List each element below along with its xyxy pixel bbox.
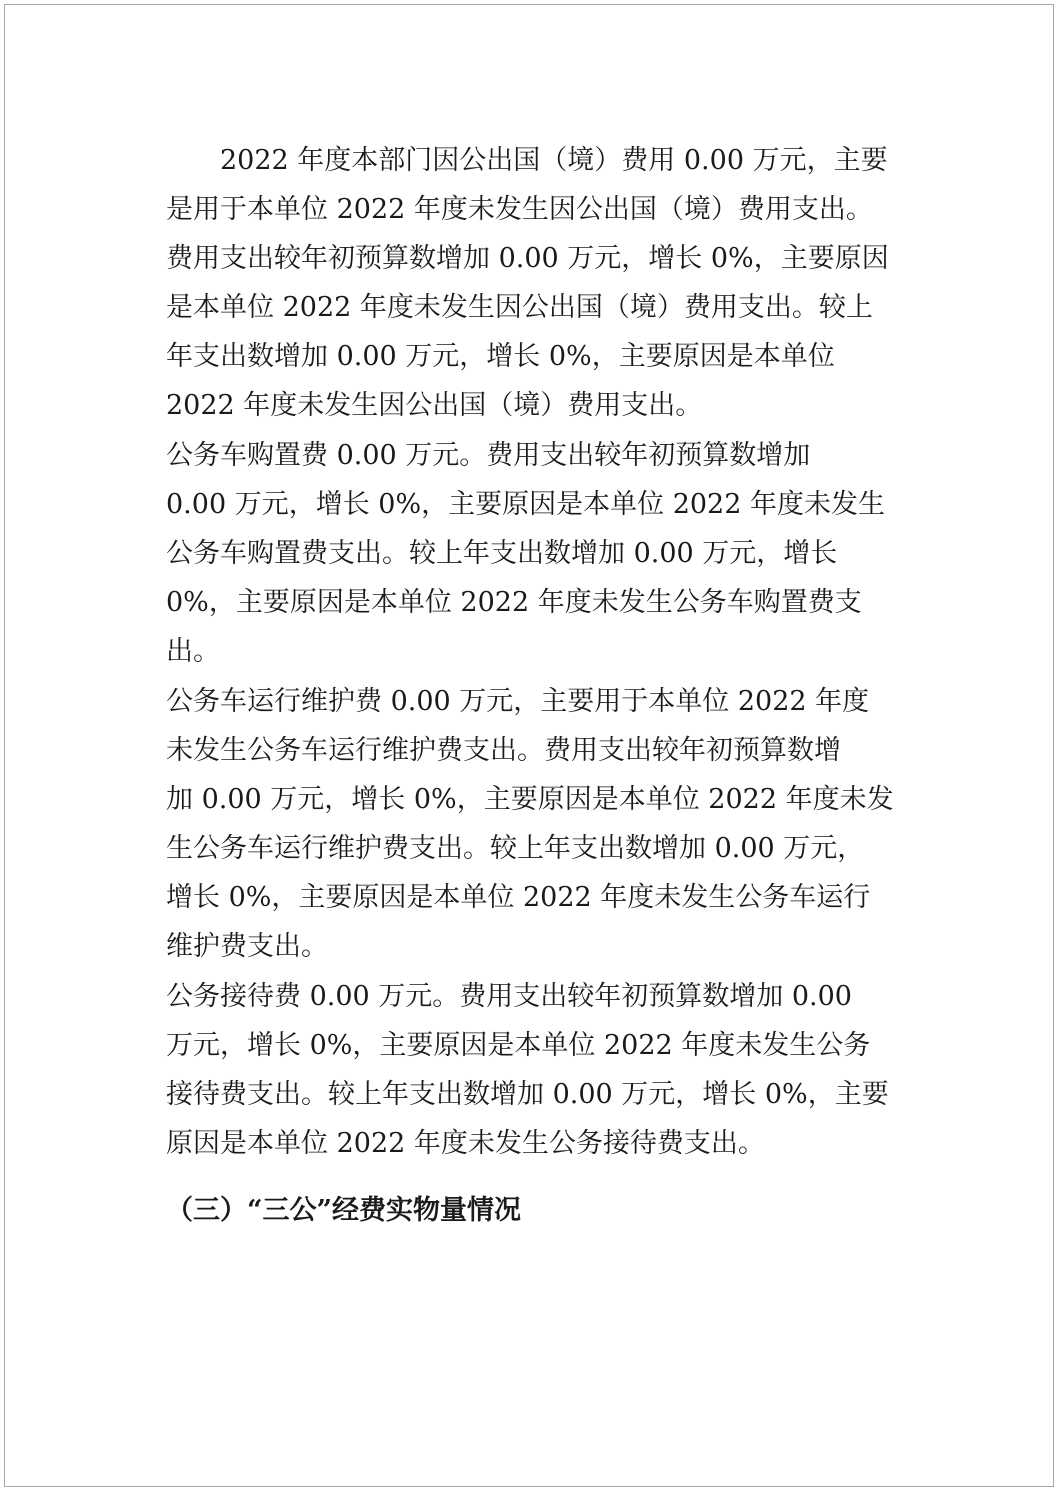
text-line: 0%，主要原因是本单位 2022 年度未发生公务车购置费支 bbox=[166, 587, 862, 618]
text-line: 公务车购置费 0.00 万元。费用支出较年初预算数增加 bbox=[166, 440, 811, 471]
text-line: 生公务车运行维护费支出。较上年支出数增加 0.00 万元， bbox=[166, 833, 865, 864]
text-line: 是本单位 2022 年度未发生因公出国（境）费用支出。较上 bbox=[166, 292, 873, 323]
text-line: 出。 bbox=[166, 636, 220, 667]
text-line: 费用支出较年初预算数增加 0.00 万元，增长 0%，主要原因 bbox=[166, 243, 889, 274]
text-line: 增长 0%，主要原因是本单位 2022 年度未发生公务车运行 bbox=[166, 882, 871, 913]
text-line: 是用于本单位 2022 年度未发生因公出国（境）费用支出。 bbox=[166, 194, 873, 225]
text-line: 维护费支出。 bbox=[166, 931, 328, 962]
text-line: 年支出数增加 0.00 万元，增长 0%，主要原因是本单位 bbox=[166, 341, 835, 372]
text-line: 原因是本单位 2022 年度未发生公务接待费支出。 bbox=[166, 1128, 765, 1159]
text-line: 2022 年度未发生因公出国（境）费用支出。 bbox=[166, 390, 703, 421]
text-line: 公务车运行维护费 0.00 万元，主要用于本单位 2022 年度 bbox=[166, 686, 870, 717]
text-line: 公务接待费 0.00 万元。费用支出较年初预算数增加 0.00 bbox=[166, 981, 852, 1012]
text-line: 万元，增长 0%，主要原因是本单位 2022 年度未发生公务 bbox=[166, 1030, 871, 1061]
text-line: 公务车购置费支出。较上年支出数增加 0.00 万元，增长 bbox=[166, 538, 838, 569]
text-line: 2022 年度本部门因公出国（境）费用 0.00 万元，主要 bbox=[166, 145, 888, 176]
text-line: 未发生公务车运行维护费支出。费用支出较年初预算数增 bbox=[166, 735, 841, 766]
text-line: 加 0.00 万元，增长 0%，主要原因是本单位 2022 年度未发 bbox=[166, 784, 894, 815]
text-line: 接待费支出。较上年支出数增加 0.00 万元，增长 0%，主要 bbox=[166, 1079, 889, 1110]
section-heading: （三）“三公”经费实物量情况 bbox=[166, 1195, 522, 1226]
text-line: 0.00 万元，增长 0%，主要原因是本单位 2022 年度未发生 bbox=[166, 489, 885, 520]
